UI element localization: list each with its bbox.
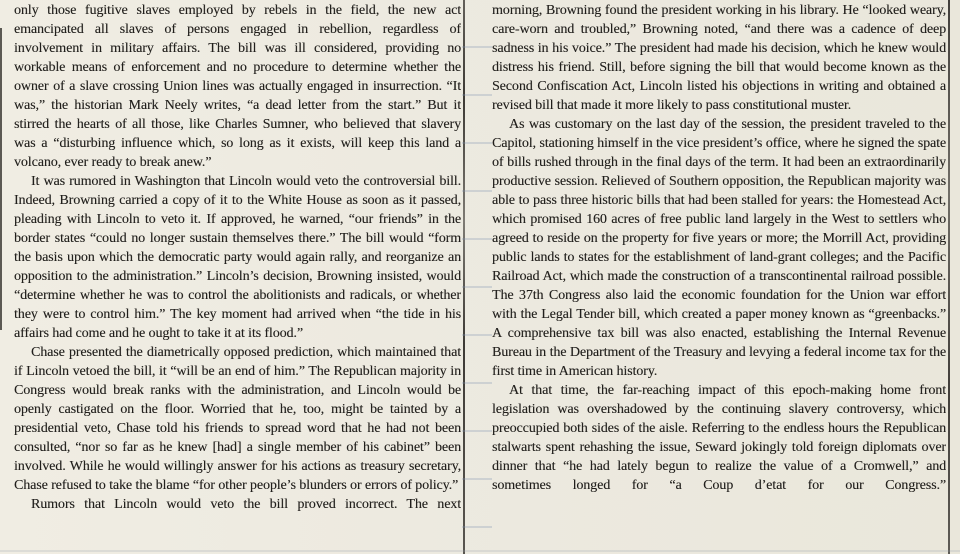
paragraph: At that time, the far-reaching impact of this epoch-making home front legislation was overshadowed by the continuing slavery controversy, which preoccupied both sides of the aisle. Referring to the endless hours the Republican stalwarts spent rehashing the issue, Seward jokingly told foreign diplomats over dinner that “he had lately begun to realize the value of a Cromwell,” and sometimes longed for “a Coup d’etat for our Congress.”	[492, 383, 946, 493]
left-text-column	[14, 1, 461, 554]
paragraph-continuation: morning, Browning found the president working in his library. He “looked weary, care-worn and troubled,” Browning noted, “and there was a cadence of deep sadness in his voice.” The president had made his decision, which he knew would distress his friend. Still, before signing the bill that would become known as the Second Confiscation Act, Lincoln listed his objections in writing and obtained a revised bill that made it more likely to pass constitutional muster.	[492, 3, 946, 113]
paragraph: It was rumored in Washington that Lincoln would veto the controversial bill. Indeed, Browning carried a copy of it to the White House as soon as it passed, pleading with Lincoln to veto it. If approved, he warned, “our friends” in the border states “could no longer sustain themselves there.” The bill would “form the basis upon which the democratic party would again rally, and reorganize an opposition to the administration.” Lincoln’s decision, Browning insisted, would “determine whether he was to control the abolitionists and radicals, or whether they were to control him.” The key moment had arrived when “the tide in his affairs had come and he ought to take it at its flood.”	[14, 174, 461, 341]
page-edge-line	[948, 0, 950, 554]
right-text-column	[492, 1, 946, 554]
paragraph-continuation: only those fugitive slaves employed by rebels in the field, the new act emancipated all slaves of persons engaged in rebellion, regardless of involvement in military affairs. The bill was ill considered, providing no workable means of enforcement and no procedure to determine whether the owner of a slave crossing Union lines was actually engaged in insurrection. “It was,” the historian Mark Neely writes, “a dead letter from the start.” But it stirred the hearts of all those, like Charles Sumner, who believed that slavery was a “disturbing influence which, so long as it exists, will keep this land a volcano, ever ready to break anew.”	[14, 3, 461, 170]
scan-edge-mark	[0, 28, 2, 330]
paragraph-cut-at-page-bottom: Rumors that Lincoln would veto the bill proved incorrect. The next	[31, 497, 461, 512]
paragraph: Chase presented the diametrically opposed prediction, which maintained that if Lincoln vetoed the bill, it “will be an end of him.” The Republican majority in Congress would break ranks with the administration, and Lincoln would be openly castigated on the floor. Worried that he, too, might be tainted by a presidential veto, Chase told his friends to spread word that he had not been consulted, “nor so far as he knew [had] a single member of his cabinet” been involved. While he would willingly answer for his actions as treasury secretary, Chase refused to take the blame “for other people’s blunders or errors of policy.”	[14, 345, 461, 493]
scan-artifact-bottom-line	[0, 550, 960, 552]
paragraph: As was customary on the last day of the session, the president traveled to the Capitol, stationing himself in the vice president’s office, where he signed the spate of bills rushed through in the final days of the term. It had been an extraordinarily productive session. Relieved of Southern opposition, the Republican majority was able to pass three historic bills that had been stalled for years: the Homestead Act, which promised 160 acres of free public land largely in the West to settlers who agreed to reside on the property for five years or more; the Morrill Act, providing public lands to states for the establishment of land-grant colleges; and the Pacific Railroad Act, which made the construction of a transcontinental railroad possible. The 37th Congress also laid the economic foundation for the Union war effort with the Legal Tender bill, which created a paper money known as “greenbacks.” A comprehensive tax bill was also enacted, establishing the Internal Revenue Bureau in the Department of the Treasury and levying a federal income tax for the first time in American history.	[492, 117, 946, 379]
column-divider-line	[463, 0, 465, 554]
scan-artifact-lines	[462, 0, 492, 554]
